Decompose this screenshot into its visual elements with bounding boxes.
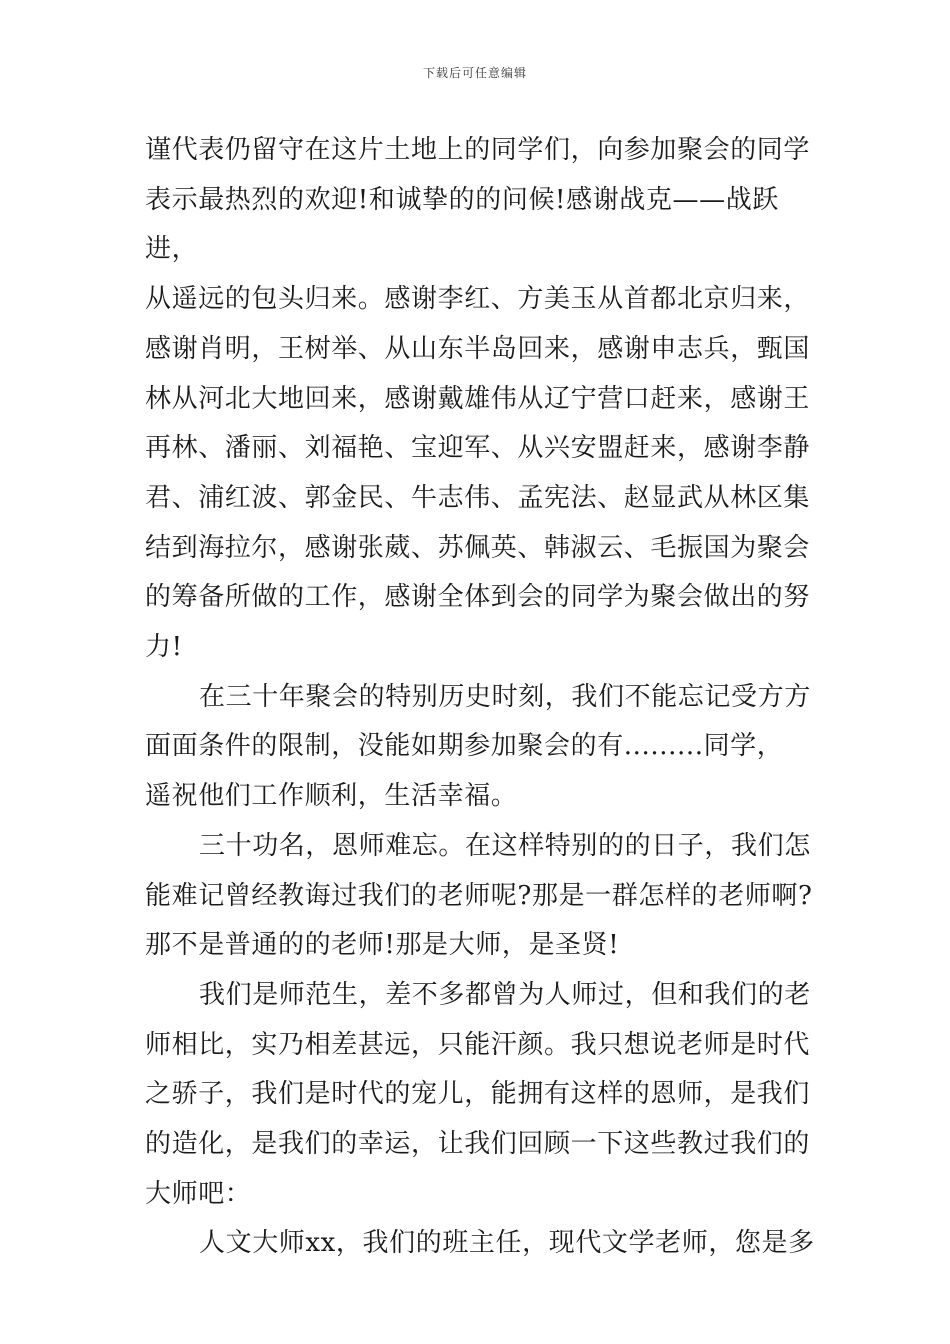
text-line: 大师吧： [145, 1178, 252, 1209]
text-line: 那不是普通的的老师!那是大师，是圣贤! [145, 930, 620, 961]
document-body [145, 126, 825, 1269]
paragraph-4 [145, 971, 825, 1220]
text-line: 结到海拉尔，感谢张葳、苏佩英、韩淑云、毛振国为聚会 [145, 532, 811, 563]
paragraph-2 [145, 673, 825, 822]
text-line: 的筹备所做的工作，感谢全体到会的同学为聚会做出的努 [145, 582, 811, 613]
text-line: 力! [145, 632, 183, 663]
text-line: 林从河北大地回来，感谢戴雄伟从辽宁营口赶来，感谢王 [145, 383, 811, 414]
paragraph-5 [145, 1219, 825, 1269]
text-line: 感谢肖明，王树举、从山东半岛回来，感谢申志兵，甄国 [145, 333, 811, 364]
text-line: 谨代表仍留守在这片土地上的同学们，向参加聚会的同学 [145, 135, 811, 165]
text-line: 遥祝他们工作顺利，生活幸福。 [145, 781, 518, 812]
text-line: 君、浦红波、郭金民、牛志伟、孟宪法、赵显武从林区集 [145, 482, 811, 513]
paragraph-1 [145, 126, 825, 673]
page-header: 下载后可任意编辑 [422, 66, 527, 80]
text-line: 之骄子，我们是时代的宠儿，能拥有这样的恩师，是我们 [145, 1079, 811, 1110]
text-line: 能难记曾经教诲过我们的老师呢?那是一群怎样的老师啊? [145, 880, 813, 911]
text-line: 我们是师范生，差不多都曾为人师过，但和我们的老 [199, 979, 811, 1010]
text-line: 三十功名，恩师难忘。在这样特别的的日子，我们怎 [199, 830, 811, 861]
text-line: 再林、潘丽、刘福艳、宝迎军、从兴安盟赶来，感谢李静 [145, 433, 811, 464]
text-line: 人文大师xx，我们的班主任，现代文学老师，您是多 [199, 1228, 815, 1259]
text-line: 师相比，实乃相差甚远，只能汗颜。我只想说老师是时代 [145, 1029, 811, 1060]
paragraph-3 [145, 822, 825, 971]
text-line: 从遥远的包头归来。感谢李红、方美玉从首都北京归来， [145, 284, 811, 315]
text-line: 在三十年聚会的特别历史时刻，我们不能忘记受方方 [199, 681, 811, 712]
text-line: 的造化，是我们的幸运，让我们回顾一下这些教过我们的 [145, 1129, 811, 1160]
text-line: 表示最热烈的欢迎!和诚挚的的问候!感谢战克——战跃进， [145, 184, 779, 265]
text-line: 面面条件的限制，没能如期参加聚会的有.........同学， [145, 731, 784, 762]
